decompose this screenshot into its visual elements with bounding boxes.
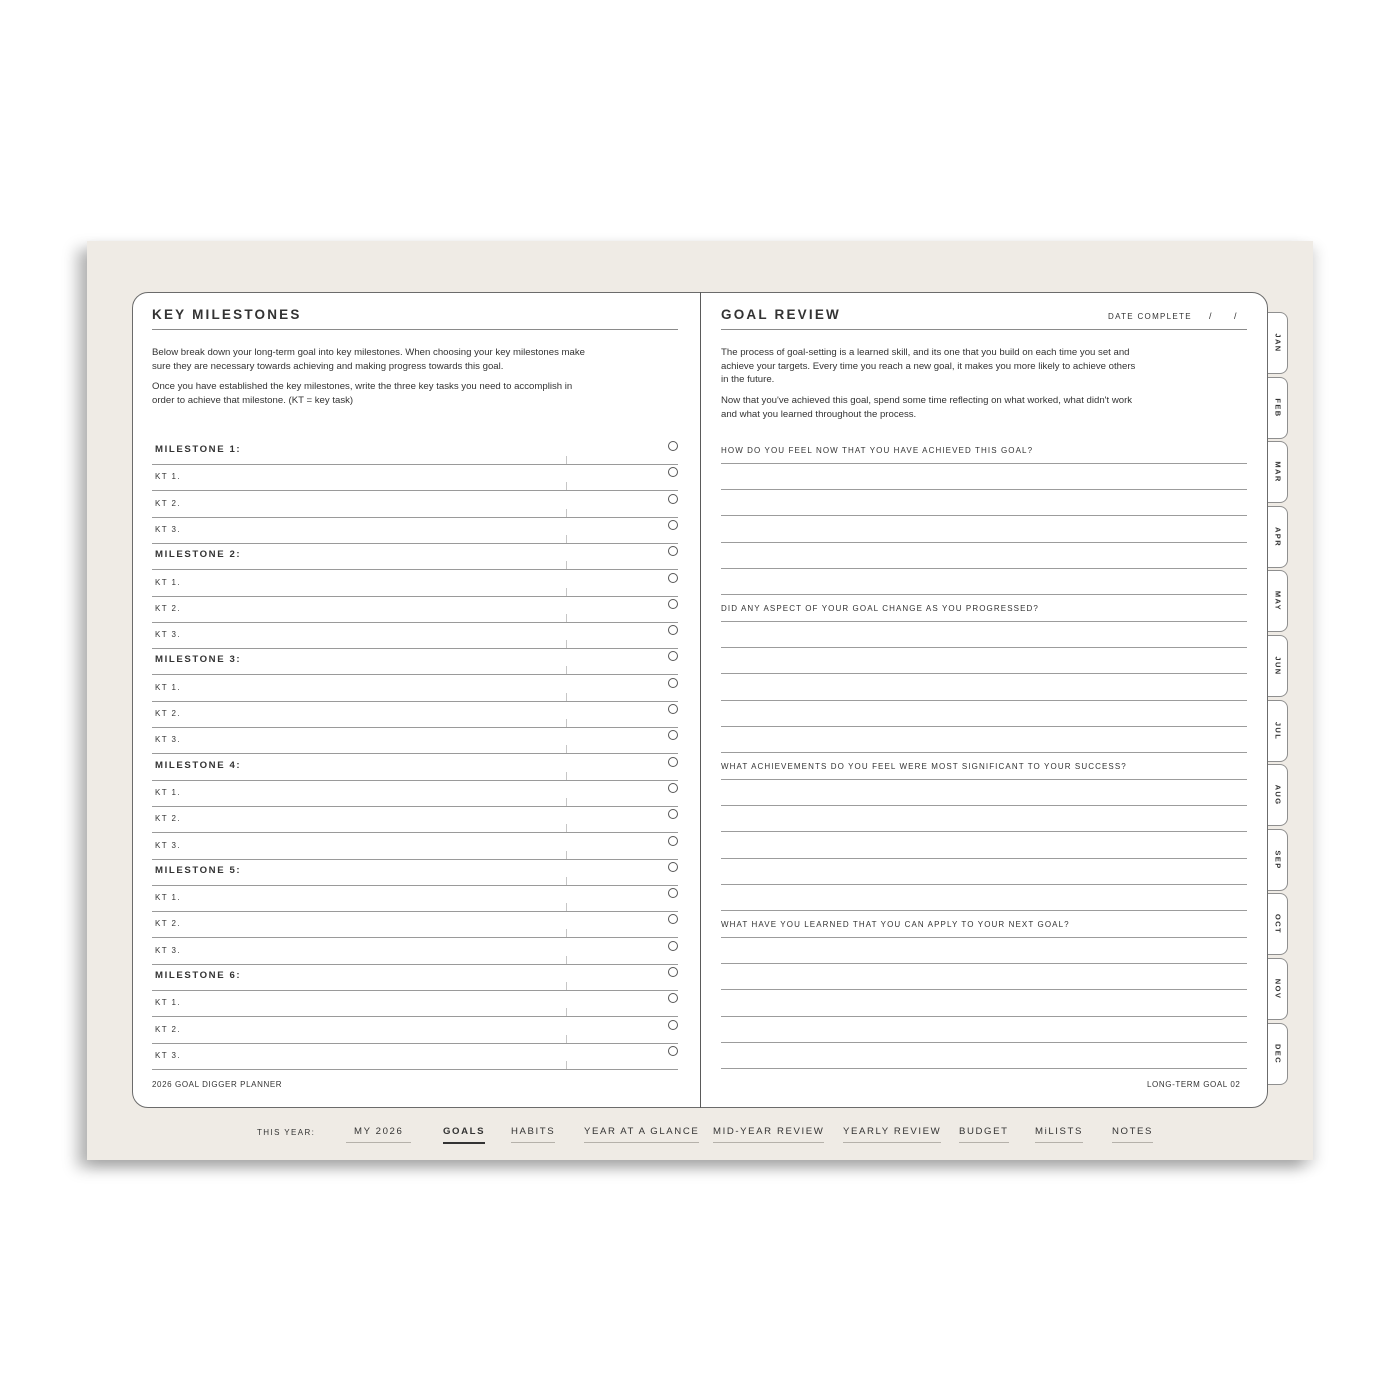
month-tab-feb[interactable]: [1268, 377, 1288, 439]
month-tab-sep[interactable]: [1268, 829, 1288, 891]
key-task-row[interactable]: [152, 492, 678, 518]
key-task-row[interactable]: [152, 518, 678, 544]
answer-line[interactable]: [721, 700, 1247, 701]
row-tick: [566, 614, 567, 622]
review-question: WHAT ACHIEVEMENTS DO YOU FEEL WERE MOST SIGNIFICANT TO YOUR SUCCESS?: [721, 762, 1127, 771]
answer-line[interactable]: [721, 1042, 1247, 1043]
checkbox-circle-icon[interactable]: [668, 888, 678, 898]
month-tab-jun[interactable]: [1268, 635, 1288, 697]
checkbox-circle-icon[interactable]: [668, 625, 678, 635]
answer-line[interactable]: [721, 858, 1247, 859]
review-question: HOW DO YOU FEEL NOW THAT YOU HAVE ACHIEVED THIS GOAL?: [721, 446, 1034, 455]
key-task-row[interactable]: [152, 728, 678, 754]
month-tab-mar[interactable]: [1268, 441, 1288, 503]
row-tick: [566, 824, 567, 832]
key-task-label: KT 2.: [155, 709, 181, 718]
month-tab-label: FEB: [1273, 397, 1282, 418]
key-task-label: KT 1.: [155, 577, 181, 587]
key-task-label: KT 1.: [155, 472, 181, 482]
checkbox-circle-icon[interactable]: [668, 651, 678, 661]
key-task-row[interactable]: [152, 571, 678, 597]
checkbox-circle-icon[interactable]: [668, 573, 678, 583]
key-task-label: KT 3.: [155, 945, 181, 955]
review-question: DID ANY ASPECT OF YOUR GOAL CHANGE AS YOU PROGRESSED?: [721, 604, 1039, 613]
answer-line[interactable]: [721, 1068, 1247, 1069]
key-task-label: KT 1.: [155, 682, 181, 692]
month-tab-label: NOV: [1273, 978, 1282, 1000]
milestone-label: MILESTONE 4:: [155, 759, 242, 771]
milestone-label: MILESTONE 5:: [155, 864, 242, 876]
checkbox-circle-icon[interactable]: [668, 546, 678, 556]
row-tick: [566, 666, 567, 674]
month-tab-label: AUG: [1273, 784, 1282, 806]
key-task-row[interactable]: [152, 991, 678, 1017]
answer-line[interactable]: [721, 1016, 1247, 1017]
key-task-label: KT 2.: [155, 1024, 181, 1034]
date-complete-label: DATE COMPLETE: [1108, 312, 1192, 321]
right-footer: LONG-TERM GOAL 02: [1147, 1080, 1241, 1089]
key-task-label: KT 1.: [155, 998, 181, 1008]
answer-line[interactable]: [721, 752, 1247, 753]
answer-line[interactable]: [721, 884, 1247, 885]
key-task-row[interactable]: [152, 1044, 678, 1070]
review-question: WHAT HAVE YOU LEARNED THAT YOU CAN APPLY TO YOUR NEXT GOAL?: [721, 920, 1070, 929]
key-task-row[interactable]: [152, 939, 678, 965]
key-task-label: KT 3.: [155, 524, 181, 534]
month-tab-nov[interactable]: [1268, 958, 1288, 1020]
month-tab-label: MAY: [1273, 591, 1282, 612]
answer-line[interactable]: [721, 910, 1247, 911]
answer-line[interactable]: [721, 463, 1247, 464]
milestone-label: MILESTONE 3:: [155, 654, 242, 666]
key-task-row[interactable]: [152, 597, 678, 623]
nav-notes[interactable]: NOTES: [1112, 1126, 1153, 1143]
key-task-label: KT 1.: [155, 893, 181, 903]
key-task-row[interactable]: [152, 807, 678, 833]
key-task-label: KT 2.: [155, 919, 181, 929]
row-tick: [566, 482, 567, 490]
key-task-row[interactable]: [152, 912, 678, 938]
month-tab-label: SEP: [1273, 850, 1282, 870]
nav-goals[interactable]: GOALS: [443, 1126, 485, 1144]
key-task-row[interactable]: [152, 465, 678, 491]
answer-line[interactable]: [721, 937, 1247, 938]
left-footer: 2026 GOAL DIGGER PLANNER: [152, 1080, 283, 1089]
row-tick: [566, 535, 567, 543]
key-task-row[interactable]: [152, 834, 678, 860]
key-task-row[interactable]: [152, 781, 678, 807]
checkbox-circle-icon[interactable]: [668, 1020, 678, 1030]
checkbox-circle-icon[interactable]: [668, 599, 678, 609]
left-intro-2: Once you have established the key milestones, write the three key tasks you need to accomplish in order to achieve that milestone. (KT = key task): [152, 381, 573, 406]
key-task-row[interactable]: [152, 702, 678, 728]
month-tab-aug[interactable]: [1268, 764, 1288, 826]
month-tab-label: DEC: [1273, 1043, 1282, 1064]
key-task-label: KT 2.: [155, 603, 181, 613]
month-tab-label: JUL: [1273, 721, 1282, 740]
right-intro-1: The process of goal-setting is a learned skill, and its one that you build on each time you set and achieve your targets. Every time you reach a new goal, it makes you more likely to achieve others in the future.: [721, 347, 1136, 386]
row-tick: [566, 1061, 567, 1069]
row-tick: [566, 903, 567, 911]
answer-line[interactable]: [721, 989, 1247, 990]
key-task-label: KT 3.: [155, 840, 181, 850]
key-task-label: KT 3.: [155, 735, 181, 745]
nav-budget[interactable]: BUDGET: [959, 1126, 1009, 1143]
nav-mid-year-review[interactable]: MID-YEAR REVIEW: [713, 1126, 824, 1143]
answer-line[interactable]: [721, 647, 1247, 648]
row-tick: [566, 1035, 567, 1043]
nav-habits[interactable]: HABITS: [511, 1126, 555, 1143]
milestone-row[interactable]: [152, 439, 678, 465]
milestone-row[interactable]: [152, 965, 678, 991]
row-tick: [566, 456, 567, 464]
key-task-row[interactable]: [152, 1018, 678, 1044]
month-tab-apr[interactable]: [1268, 506, 1288, 568]
checkbox-circle-icon[interactable]: [668, 914, 678, 924]
key-task-label: KT 3.: [155, 1050, 181, 1060]
left-title-rule: [152, 329, 678, 330]
goal-review-title: GOAL REVIEW: [721, 307, 841, 322]
date-slash[interactable]: /: [1234, 311, 1237, 321]
milestone-row[interactable]: [152, 860, 678, 886]
answer-line[interactable]: [721, 779, 1247, 780]
key-task-row[interactable]: [152, 676, 678, 702]
milestone-label: MILESTONE 1:: [155, 444, 242, 455]
month-tab-oct[interactable]: [1268, 893, 1288, 955]
answer-line[interactable]: [721, 673, 1247, 674]
key-task-label: KT 2.: [155, 814, 181, 824]
month-tab-jul[interactable]: [1268, 700, 1288, 762]
month-tab-label: JAN: [1273, 333, 1282, 353]
milestone-row[interactable]: [152, 755, 678, 781]
row-tick: [566, 509, 567, 517]
answer-line[interactable]: [721, 594, 1247, 595]
checkbox-circle-icon[interactable]: [668, 783, 678, 793]
month-tab-label: OCT: [1273, 914, 1282, 935]
checkbox-circle-icon[interactable]: [668, 467, 678, 477]
checkbox-circle-icon[interactable]: [668, 520, 678, 530]
key-task-label: KT 3.: [155, 630, 181, 640]
row-tick: [566, 798, 567, 806]
answer-line[interactable]: [721, 621, 1247, 622]
row-tick: [566, 719, 567, 727]
checkbox-circle-icon[interactable]: [668, 678, 678, 688]
row-tick: [566, 693, 567, 701]
answer-line[interactable]: [721, 542, 1247, 543]
milestone-label: MILESTONE 2:: [155, 549, 242, 561]
answer-line[interactable]: [721, 805, 1247, 806]
checkbox-circle-icon[interactable]: [668, 993, 678, 1003]
nav-yearly-review[interactable]: YEARLY REVIEW: [843, 1126, 941, 1143]
nav-milists[interactable]: MiLISTS: [1035, 1126, 1083, 1143]
checkbox-circle-icon[interactable]: [668, 441, 678, 451]
checkbox-circle-icon[interactable]: [668, 967, 678, 977]
answer-line[interactable]: [721, 489, 1247, 490]
checkbox-circle-icon[interactable]: [668, 757, 678, 767]
row-tick: [566, 588, 567, 596]
answer-line[interactable]: [721, 831, 1247, 832]
checkbox-circle-icon[interactable]: [668, 704, 678, 714]
right-intro-2: Now that you've achieved this goal, spend some time reflecting on what worked, what didn't work and what you learned throughout the process.: [721, 395, 1133, 420]
checkbox-circle-icon[interactable]: [668, 730, 678, 740]
checkbox-circle-icon[interactable]: [668, 941, 678, 951]
spread-divider: [700, 292, 701, 1108]
checkbox-circle-icon[interactable]: [668, 494, 678, 504]
date-slash[interactable]: /: [1209, 311, 1212, 321]
nav-my-2026[interactable]: MY 2026: [346, 1126, 411, 1143]
row-tick: [566, 877, 567, 885]
milestone-label: MILESTONE 6:: [155, 970, 242, 981]
month-tab-label: MAR: [1273, 461, 1282, 483]
checkbox-circle-icon[interactable]: [668, 836, 678, 846]
answer-line[interactable]: [721, 515, 1247, 516]
checkbox-circle-icon[interactable]: [668, 809, 678, 819]
answer-line[interactable]: [721, 568, 1247, 569]
month-tab-may[interactable]: [1268, 570, 1288, 632]
row-tick: [566, 929, 567, 937]
row-tick: [566, 851, 567, 859]
row-tick: [566, 1008, 567, 1016]
month-tab-dec[interactable]: [1268, 1023, 1288, 1085]
key-task-label: KT 1.: [155, 787, 181, 797]
nav-year-at-a-glance[interactable]: YEAR AT A GLANCE: [584, 1126, 699, 1143]
key-task-label: KT 2.: [155, 498, 181, 508]
key-milestones-title: KEY MILESTONES: [152, 307, 302, 322]
answer-line[interactable]: [721, 726, 1247, 727]
right-title-rule: [721, 329, 1247, 330]
month-tab-label: JUN: [1273, 656, 1282, 676]
row-tick: [566, 561, 567, 569]
row-tick: [566, 745, 567, 753]
month-tab-jan[interactable]: [1268, 312, 1288, 374]
checkbox-circle-icon[interactable]: [668, 1046, 678, 1056]
milestone-row[interactable]: [152, 544, 678, 570]
checkbox-circle-icon[interactable]: [668, 862, 678, 872]
row-tick: [566, 956, 567, 964]
month-tab-label: APR: [1273, 526, 1282, 547]
nav-label: THIS YEAR:: [257, 1128, 316, 1137]
milestone-row[interactable]: [152, 649, 678, 675]
key-task-row[interactable]: [152, 886, 678, 912]
row-tick: [566, 982, 567, 990]
key-task-row[interactable]: [152, 623, 678, 649]
answer-line[interactable]: [721, 963, 1247, 964]
row-tick: [566, 640, 567, 648]
row-tick: [566, 772, 567, 780]
left-intro-1: Below break down your long-term goal into key milestones. When choosing your key milestones make sure they are necessary towards achieving and making progress towards this goal.: [152, 347, 585, 372]
